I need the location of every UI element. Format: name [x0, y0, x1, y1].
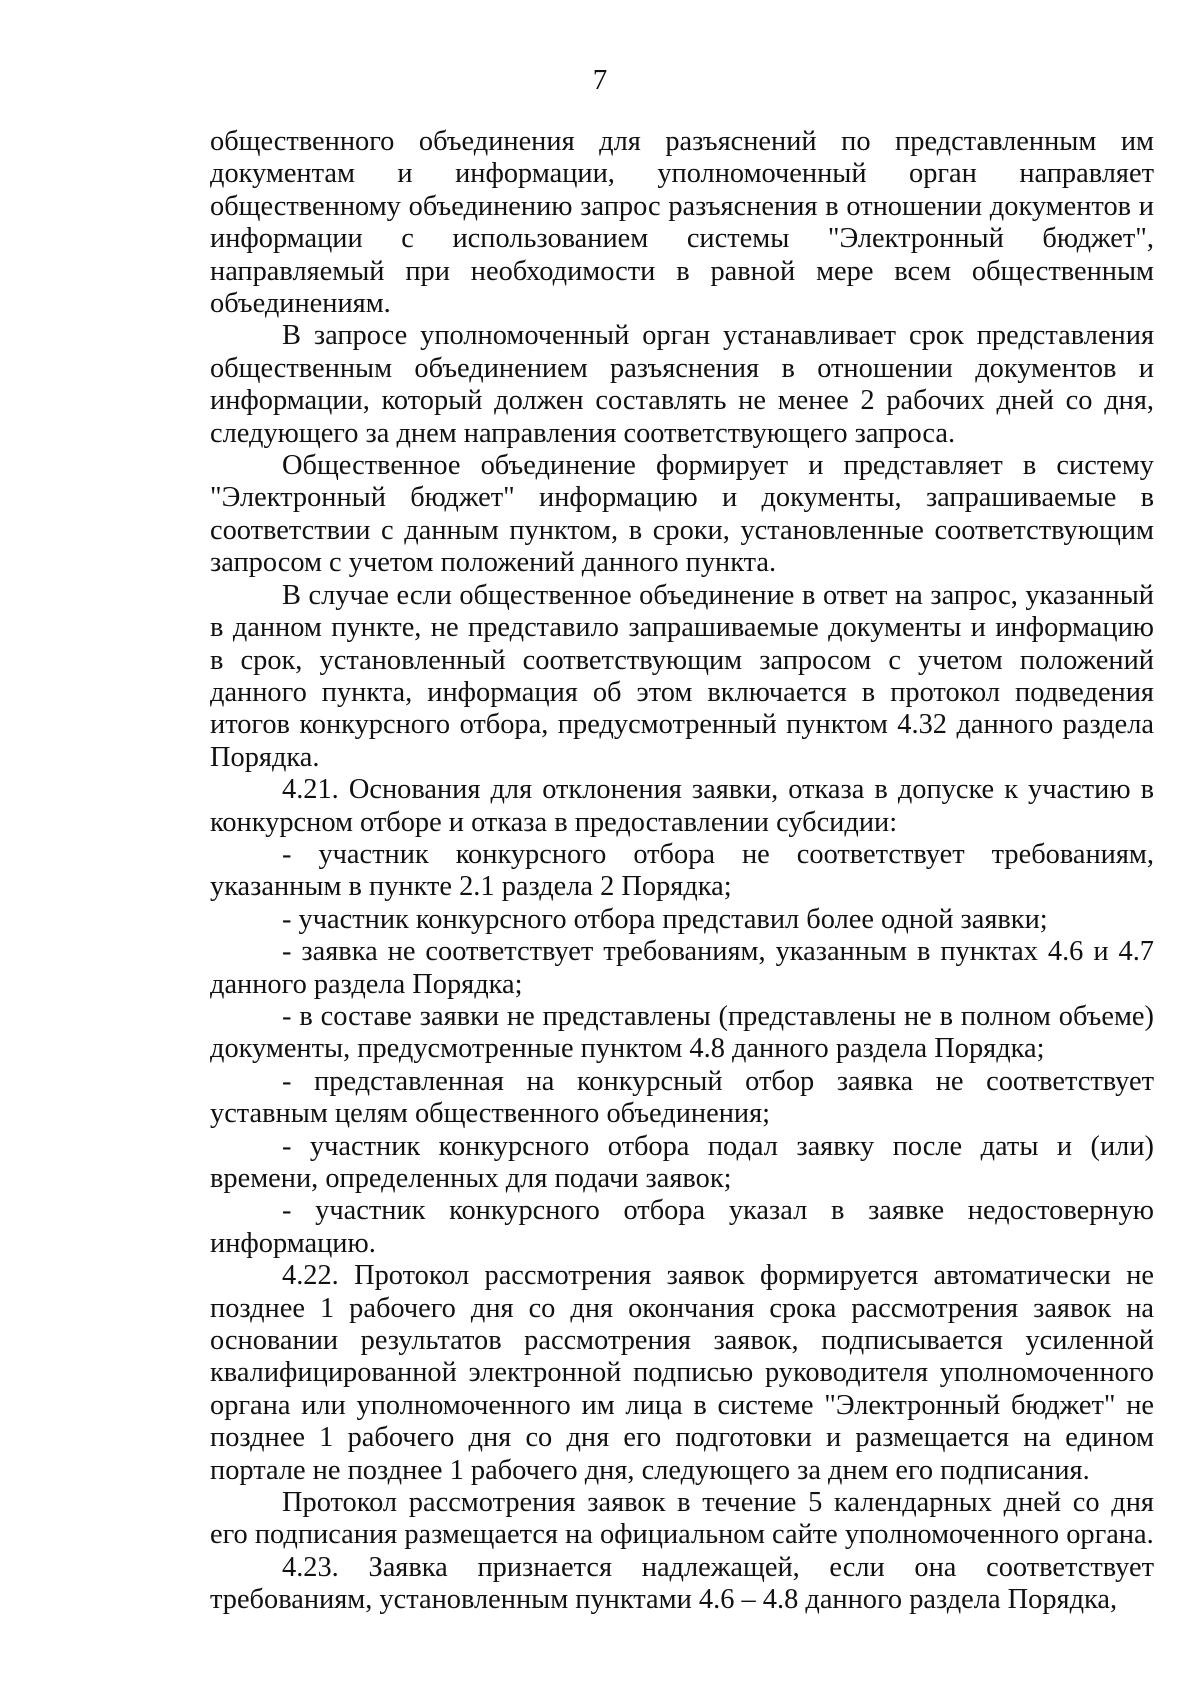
paragraph-protocol-publication: Протокол рассмотрения заявок в течение 5 календарных дней со дня его подписания размещается на официальном сайте уполномоченного органа. [210, 1487, 1154, 1551]
list-item-application-requirements: - заявка не соответствует требованиям, указанным в пунктах 4.6 и 4.7 данного раздела Порядка; [210, 936, 1154, 1000]
paragraph-association-submits: Общественное объединение формирует и представляет в систему "Электронный бюджет" информацию и документы, запрашиваемые в соответствии с данным пунктом, в сроки, установленные соответствующим запросом с учетом положений данного пункта. [210, 450, 1154, 579]
list-item-late-submission: - участник конкурсного отбора подал заявку после даты и (или) времени, определенных для подачи заявок; [210, 1130, 1154, 1194]
paragraph-4-23: 4.23. Заявка признается надлежащей, если она соответствует требованиям, установленным пунктами 4.6 – 4.8 данного раздела Порядка, [210, 1551, 1154, 1616]
list-item-requirements: - участник конкурсного отбора не соответствует требованиям, указанным в пункте 2.1 раздела 2 Порядка; [210, 838, 1154, 903]
list-item-false-information: - участник конкурсного отбора указал в заявке недостоверную информацию. [210, 1195, 1154, 1259]
paragraph-4-22: 4.22. Протокол рассмотрения заявок формируется автоматически не позднее 1 рабочего дня со дня окончания срока рассмотрения заявок на основании результатов рассмотрения заявок, подписывается усиленной квалифицированной электронной подписью руководителя уполномоченного органа или уполномоченного им лица в системе "Электронный бюджет" не позднее 1 рабочего дня со дня его подготовки и размещается на едином портале не позднее 1 рабочего дня, следующего за днем его подписания. [210, 1260, 1154, 1486]
document-body [210, 126, 1154, 1617]
list-item-multiple-applications: - участник конкурсного отбора представил более одной заявки; [282, 903, 1048, 935]
paragraph-continuation: общественного объединения для разъяснений по представленным им документам и информации, уполномоченный орган направляет общественному объединению запрос разъяснения в отношении документов и информации с использованием системы "Электронный бюджет", направляемый при необходимости в равной мере всем общественным объединениям. [210, 126, 1154, 320]
list-item-missing-documents: - в составе заявки не представлены (представлены не в полном объеме) документы, предусмотренные пунктом 4.8 данного раздела Порядка; [210, 1000, 1154, 1065]
paragraph-failure-to-submit: В случае если общественное объединение в ответ на запрос, указанный в данном пункте, не представило запрашиваемые документы и информацию в срок, установленный соответствующим запросом с учетом положений данного пункта, информация об этом включается в протокол подведения итогов конкурсного отбора, предусмотренный пунктом 4.32 данного раздела Порядка. [210, 579, 1154, 773]
page-number: 7 [592, 64, 608, 96]
paragraph-4-21: 4.21. Основания для отклонения заявки, отказа в допуске к участию в конкурсном отборе и отказа в предоставлении субсидии: [210, 774, 1154, 838]
list-item-statutory-goals: - представленная на конкурсный отбор заявка не соответствует уставным целям общественного объединения; [210, 1065, 1154, 1130]
paragraph-request-deadline: В запросе уполномоченный орган устанавливает срок представления общественным объединением разъяснения в отношении документов и информации, который должен составлять не менее 2 рабочих дней со дня, следующего за днем направления соответствующего запроса. [210, 320, 1154, 449]
